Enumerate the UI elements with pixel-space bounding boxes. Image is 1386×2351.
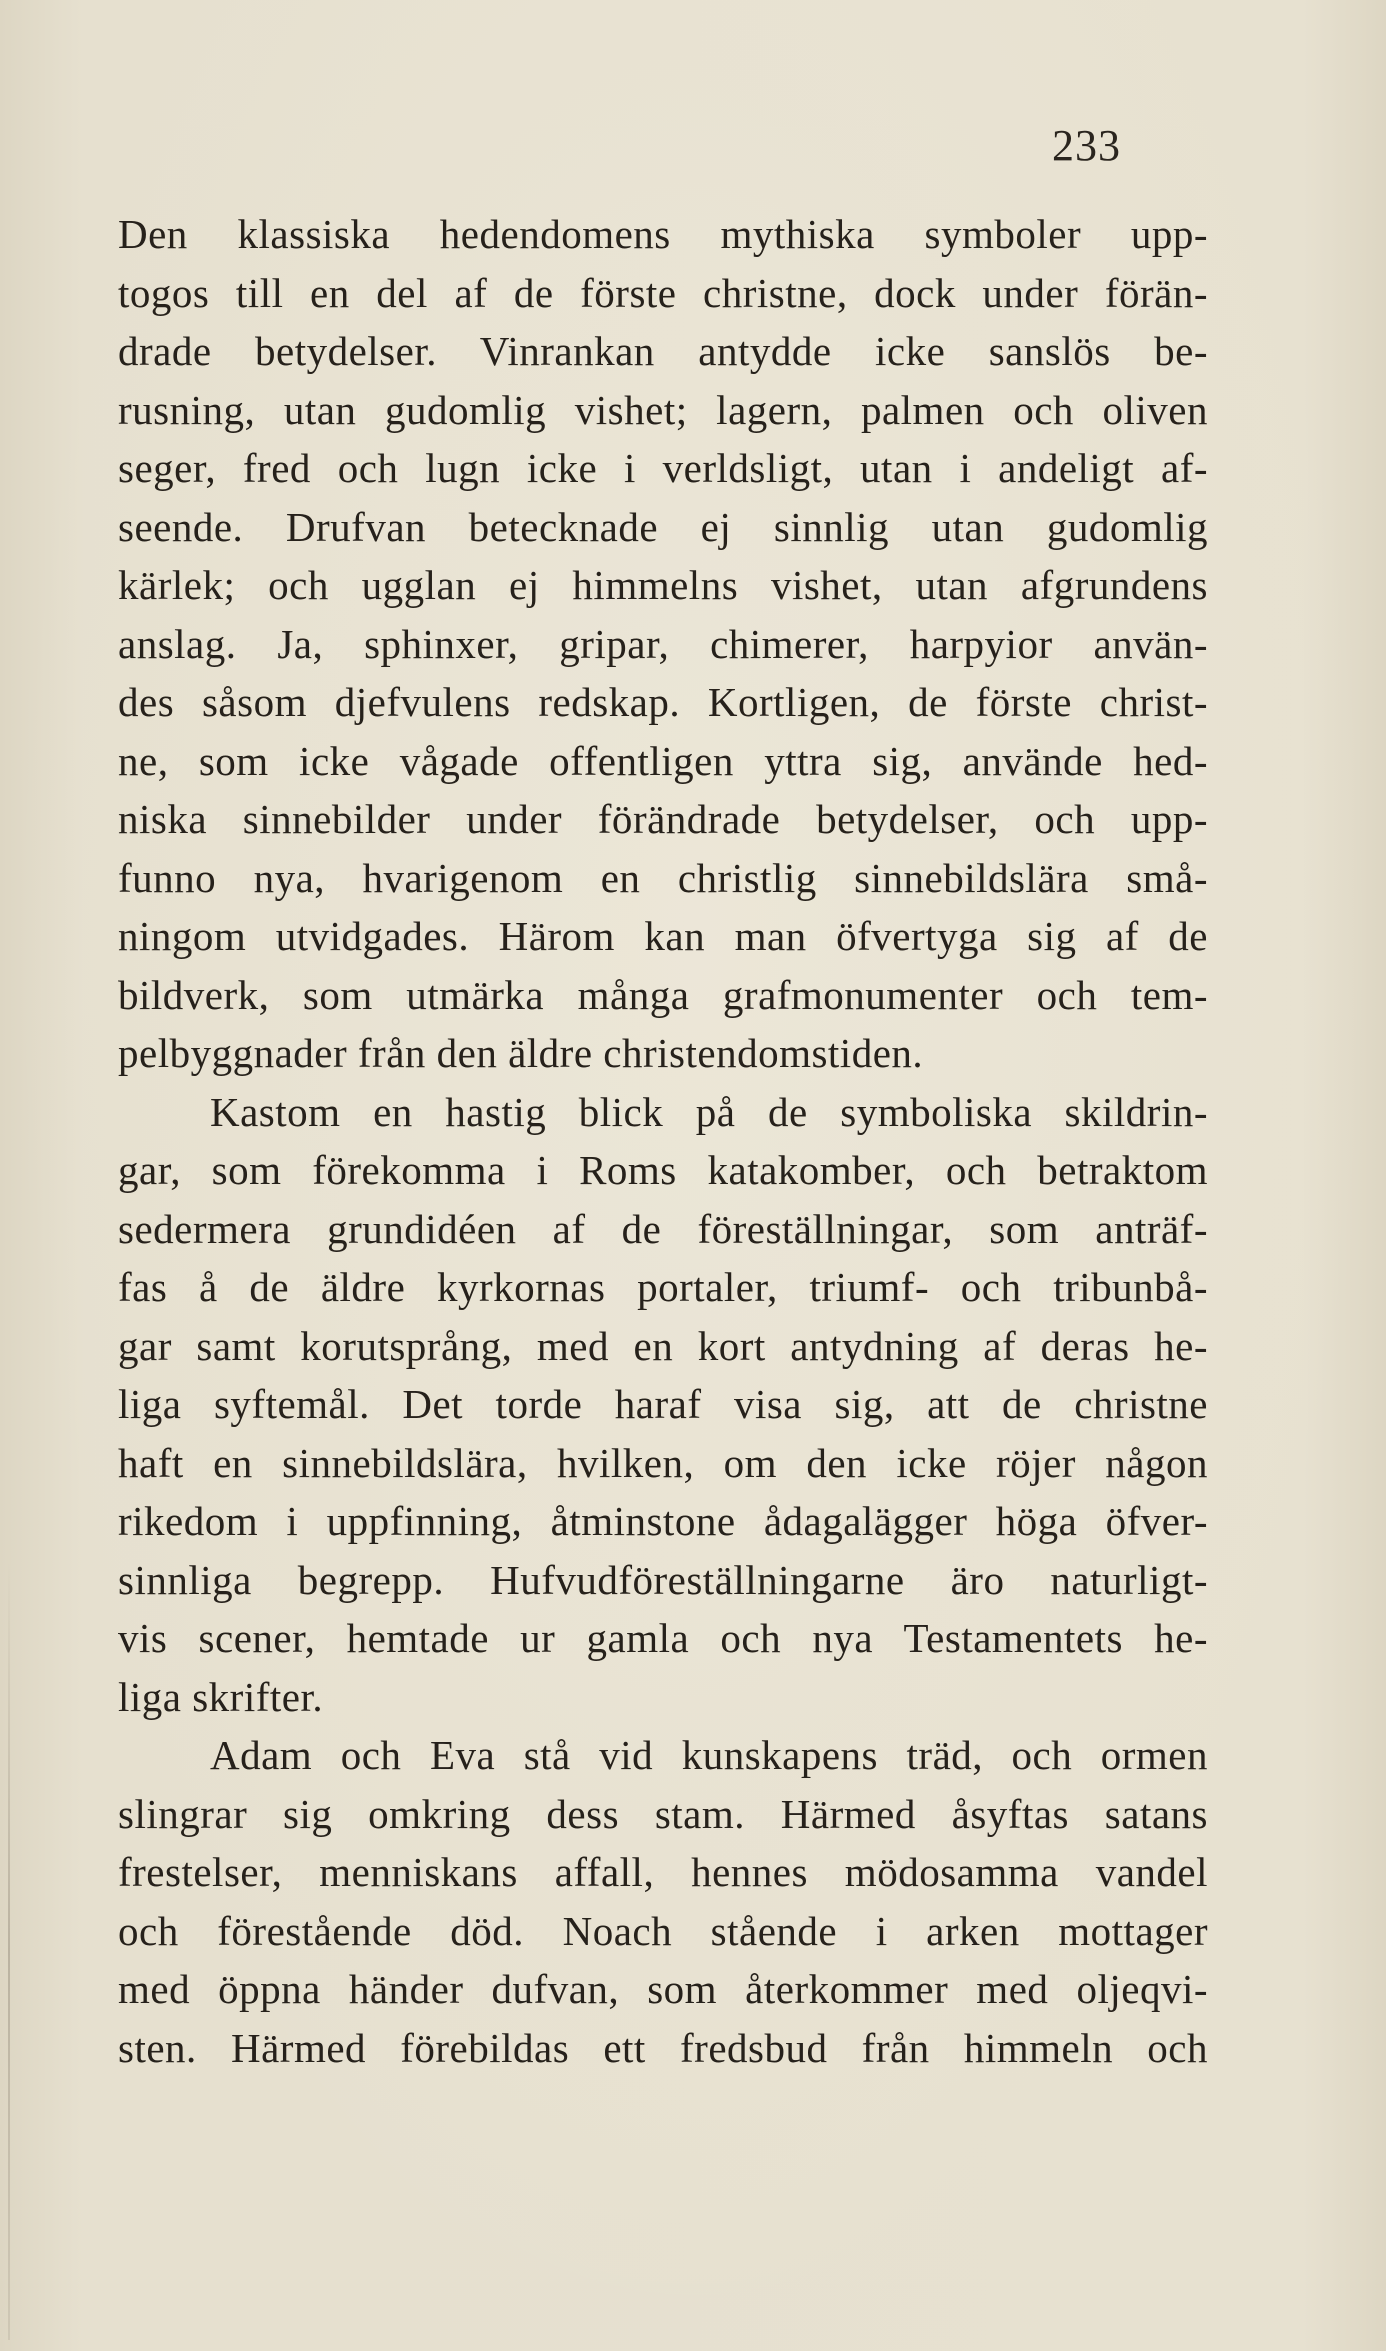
text-line: bildverk, som utmärka många grafmonumenter och tem- [118, 971, 1208, 1018]
text-line: Den klassiska hedendomens mythiska symboler upp- [118, 211, 1208, 257]
text-line: drade betydelser. Vinrankan antydde icke sanslös be- [118, 328, 1208, 374]
text-line: seger, fred och lugn icke i verldsligt, utan i andeligt af- [118, 445, 1208, 491]
text-line: togos till en del af de förste christne, dock under förän- [118, 269, 1208, 316]
paragraph [118, 1726, 1208, 2077]
text-line: ningom utvidgades. Härom kan man öfvertyga sig af de [118, 913, 1208, 959]
text-line: liga syftemål. Det torde haraf visa sig, att de christne [118, 1381, 1208, 1427]
text-line: rusning, utan gudomlig vishet; lagern, palmen och oliven [118, 386, 1208, 433]
text-line: des såsom djefvulens redskap. Kortligen, de förste christ- [118, 679, 1208, 725]
paragraph [118, 1083, 1208, 1727]
text-line: gar, som förekomma i Roms katakomber, och betraktom [118, 1147, 1208, 1193]
page-number: 233 [1052, 121, 1121, 170]
text-line: pelbyggnader från den äldre christendomstiden. [118, 1030, 924, 1076]
text-line: liga skrifter. [118, 1673, 324, 1720]
page-edge-shadow [8, 1560, 10, 2340]
text-line: Kastom en hastig blick på de symboliska skildrin- [210, 1088, 1208, 1135]
text-line: och förestående död. Noach stående i arken mottager [118, 1907, 1208, 1954]
body-text [118, 205, 1208, 2077]
text-line: sten. Härmed förebildas ett fredsbud från himmeln och [118, 2024, 1208, 2071]
text-line: niska sinnebilder under förändrade betydelser, och upp- [118, 796, 1208, 842]
text-line: gar samt korutsprång, med en kort antydning af deras he- [118, 1322, 1208, 1369]
text-line: anslag. Ja, sphinxer, gripar, chimerer, harpyior använ- [118, 620, 1208, 667]
text-line: ne, som icke vågade offentligen yttra sig, använde hed- [118, 737, 1208, 784]
text-line: fas å de äldre kyrkornas portaler, triumf- och tribunbå- [118, 1264, 1208, 1310]
text-line: slingrar sig omkring dess stam. Härmed åsyftas satans [118, 1790, 1208, 1837]
text-line: kärlek; och ugglan ej himmelns vishet, utan afgrundens [118, 562, 1208, 608]
text-line: vis scener, hemtade ur gamla och nya Testamentets he- [118, 1615, 1208, 1661]
text-line: funno nya, hvarigenom en christlig sinnebildslära små- [118, 854, 1208, 901]
text-line: sedermera grundidéen af de föreställningar, som anträf- [118, 1205, 1208, 1252]
text-line: med öppna händer dufvan, som återkommer med oljeqvi- [118, 1966, 1208, 2012]
text-line: haft en sinnebildslära, hvilken, om den icke röjer någon [118, 1439, 1208, 1486]
paragraph [118, 205, 1208, 1083]
text-line: rikedom i uppfinning, åtminstone ådagalägger höga öfver- [118, 1498, 1208, 1544]
text-line: sinnliga begrepp. Hufvudföreställningarne äro naturligt- [118, 1556, 1208, 1603]
text-line: seende. Drufvan betecknade ej sinnlig utan gudomlig [118, 503, 1208, 550]
text-line: Adam och Eva stå vid kunskapens träd, och ormen [210, 1732, 1208, 1778]
text-line: frestelser, menniskans affall, hennes mödosamma vandel [118, 1849, 1208, 1895]
